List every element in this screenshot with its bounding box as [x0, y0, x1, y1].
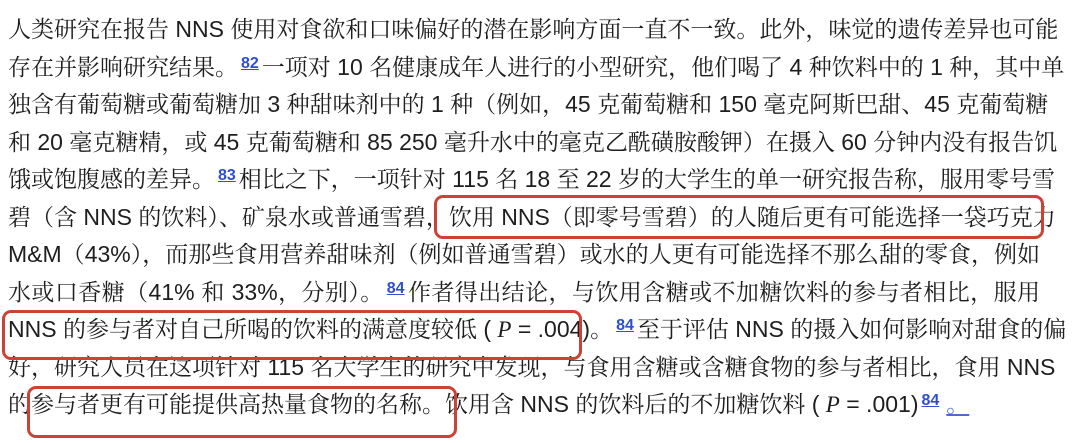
text-run: 存在并影响研究结果。 — [8, 53, 238, 80]
text-line-1 — [8, 11, 1059, 49]
text-run: 饿或饱腹感的差异。 — [8, 166, 215, 192]
text-line-2 — [8, 49, 1065, 87]
text-run: 和 20 毫克糖精，或 45 克葡萄糖和 85 250 毫升水中的毫克乙酰磺胺酸钾）在摄入 60 分钟内没有报告饥 — [8, 128, 1058, 155]
text-line-3 — [8, 86, 1049, 124]
text-line-11 — [8, 386, 1040, 424]
text-run: = .001) — [839, 391, 919, 417]
text-run: 碧（含 NNS 的饮料）、矿泉水或普通雪碧，饮用 NNS（即零号雪碧）的人随后更有可能选择一袋巧克力 — [8, 203, 1056, 230]
text-line-7 — [8, 236, 1040, 274]
text-line-4 — [8, 124, 1058, 162]
reference-link-82[interactable]: 82 — [241, 54, 259, 72]
link-tail-period: 。 — [946, 391, 970, 417]
text-run: 一项对 10 名健康成年人进行的小型研究，他们喝了 4 种饮料中的 1 种，其中单 — [261, 53, 1065, 80]
text-run: 作者得出结论，与饮用含糖或不加糖饮料的参与者相比，服用 — [407, 278, 1041, 305]
text-run: 好，研究人员在这项针对 115 名大学生的研究中发现，与食用含糖或含糖食物的参与者相比，食用 NNS — [8, 353, 1056, 380]
reference-link-84[interactable]: 84 — [386, 279, 405, 297]
stat-symbol: P — [497, 317, 512, 342]
text-run: 相比之下，一项针对 115 名 18 至 22 岁的大学生的单一研究报告称，服用零号雪 — [238, 166, 1055, 192]
text-line-10 — [8, 349, 1056, 387]
text-run: NNS 的参与者对自己所喝的饮料的满意度较低 ( — [8, 316, 498, 342]
text-line-8 — [8, 274, 1040, 312]
reference-link-84[interactable]: 84 — [921, 392, 940, 409]
reference-link-84[interactable]: 84 — [616, 317, 634, 334]
text-line-9 — [8, 311, 1067, 349]
text-run: 独含有葡萄糖或葡萄糖加 3 种甜味剂中的 1 种（例如，45 克葡萄糖和 150 毫克阿斯巴甜、45 克葡萄糖 — [8, 91, 1049, 117]
stat-symbol: P — [825, 392, 840, 417]
text-run: = .004)。 — [511, 316, 614, 342]
text-run: 至于评估 NNS 的摄入如何影响对甜食的偏 — [636, 316, 1067, 342]
text-run: M&M（43%），而那些食用营养甜味剂（例如普通雪碧）或水的人更有可能选择不那么甜的零食，例如 — [8, 241, 1040, 267]
text-run: 的参与者更有可能提供高热量食物的名称。饮用含 NNS 的饮料后的不加糖饮料 ( — [8, 391, 826, 417]
text-line-6 — [8, 199, 1056, 237]
text-run: 人类研究在报告 NNS 使用对食欲和口味偏好的潜在影响方面一直不一致。此外，味觉的遗传差异也可能 — [8, 16, 1059, 42]
text-run: 水或口香糖（41% 和 33%，分别）。 — [8, 278, 384, 305]
text-line-5 — [8, 161, 1055, 199]
reference-link-83[interactable]: 83 — [218, 167, 236, 184]
